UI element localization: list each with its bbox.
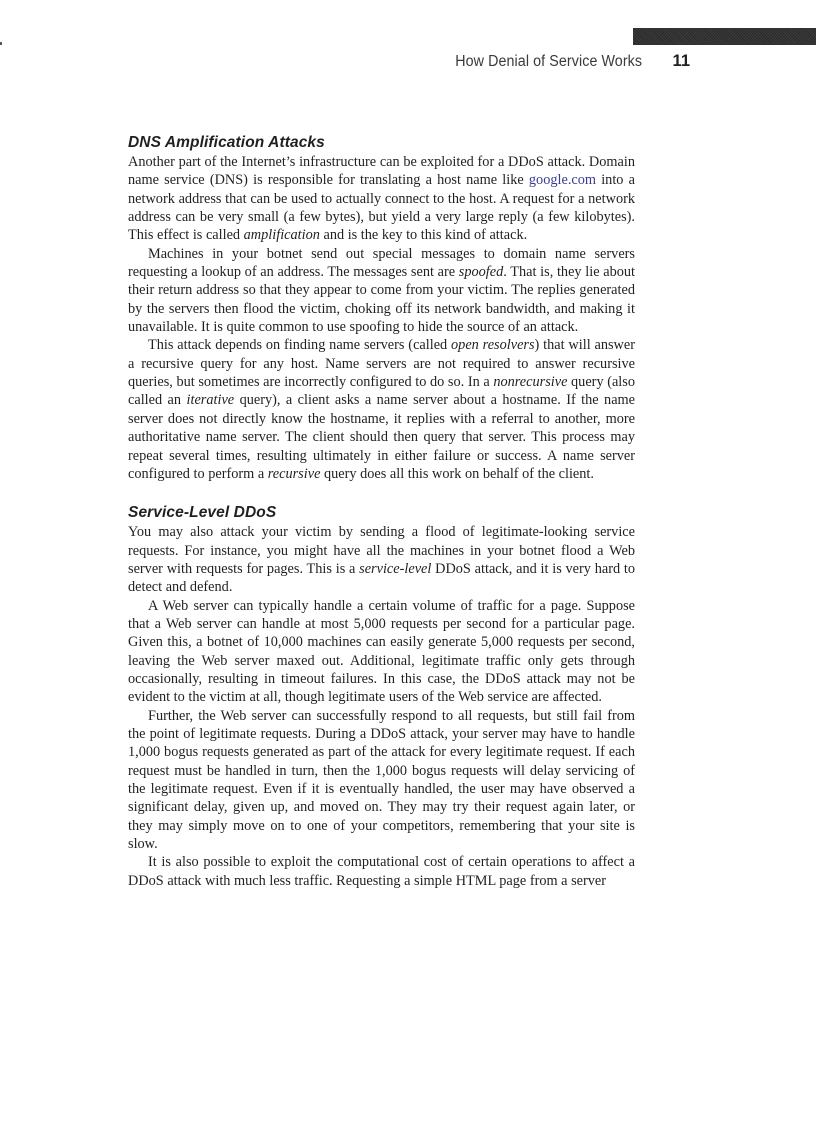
section-heading-service-level-ddos: Service-Level DDoS [128,504,277,522]
running-header [0,52,690,71]
paragraph: Further, the Web server can successfully respond to all requests, but still fail from the point of legitimate requests. During a DDoS attack, your server may have to handle 1,000 bogus requests generated as part of the attack for every legitimate request. If each request must be handled in turn, then the 1,000 bogus requests will delay servicing of the legitimate request. Even if it is eventually handled, the user may have observed a significant delay, given up, and moved on. They may try their request again later, or they may simply move on to one of your competitors, remembering that your site is slow. [128,707,635,853]
paragraph: A Web server can typically handle a certain volume of traffic for a page. Suppose that a Web server can handle at most 5,000 requests per second for a particular page. Given this, a botnet of 10,000 machines can easily generate 5,000 requests per second, leaving the Web server maxed out. Additional, legitimate traffic only gets through occasionally, resulting in timeout failures. In this case, the DDoS attack may not be evident to the victim at all, though legitimate users of the Web service are affected. [128,597,635,706]
running-title: How Denial of Service Works [455,53,643,70]
paragraph: Machines in your botnet send out special messages to domain name servers requesting a lookup of an address. The messages sent are spoofed. That is, they lie about their return address so that they appear to come from your victim. The replies generated by the servers then flood the victim, choking off its network bandwidth, and making it unavailable. It is quite common to use spoofing to hide the source of an attack. [128,245,635,336]
chapter-tab-bar [633,28,816,45]
page-body [128,133,635,890]
paragraph: You may also attack your victim by sending a flood of legitimate-looking service requests. For instance, you might have all the machines in your botnet flood a Web server with requests for pages. This is a service-level DDoS attack, and it is very hard to detect and defend. [128,524,635,596]
paragraph: It is also possible to exploit the computational cost of certain operations to affect a DDoS attack with much less traffic. Requesting a simple HTML page from a server [128,854,635,889]
google-link[interactable]: google.com [528,172,597,189]
paragraph: This attack depends on finding name servers (called open resolvers) that will answer a recursive query for any host. Name servers are not required to answer recursive queries, but sometimes are incorrectly configured to do so. In a nonrecursive query (also called an iterative query), a client asks a name server about a hostname. If the name server does not directly know the hostname, it replies with a referral to another, more authoritative name server. The client should then query that server. This process may repeat several times, resulting ultimately in either failure or success. A name server configured to perform a recursive query does all this work on behalf of the client. [128,337,636,482]
edge-mark [0,42,2,45]
section-heading-dns-amplification: DNS Amplification Attacks [128,134,325,151]
paragraph: Another part of the Internet’s infrastructure can be exploited for a DDoS attack. Domain name service (DNS) is responsible for translating a host name like google.com into a network address that can be used to actually connect to the host. A request for a network address can be very small (a few bytes), but yield a very large reply (a few kilobytes). This effect is called amplification and is the key to this kind of attack. [128,154,635,244]
page-number: 11 [672,52,690,70]
